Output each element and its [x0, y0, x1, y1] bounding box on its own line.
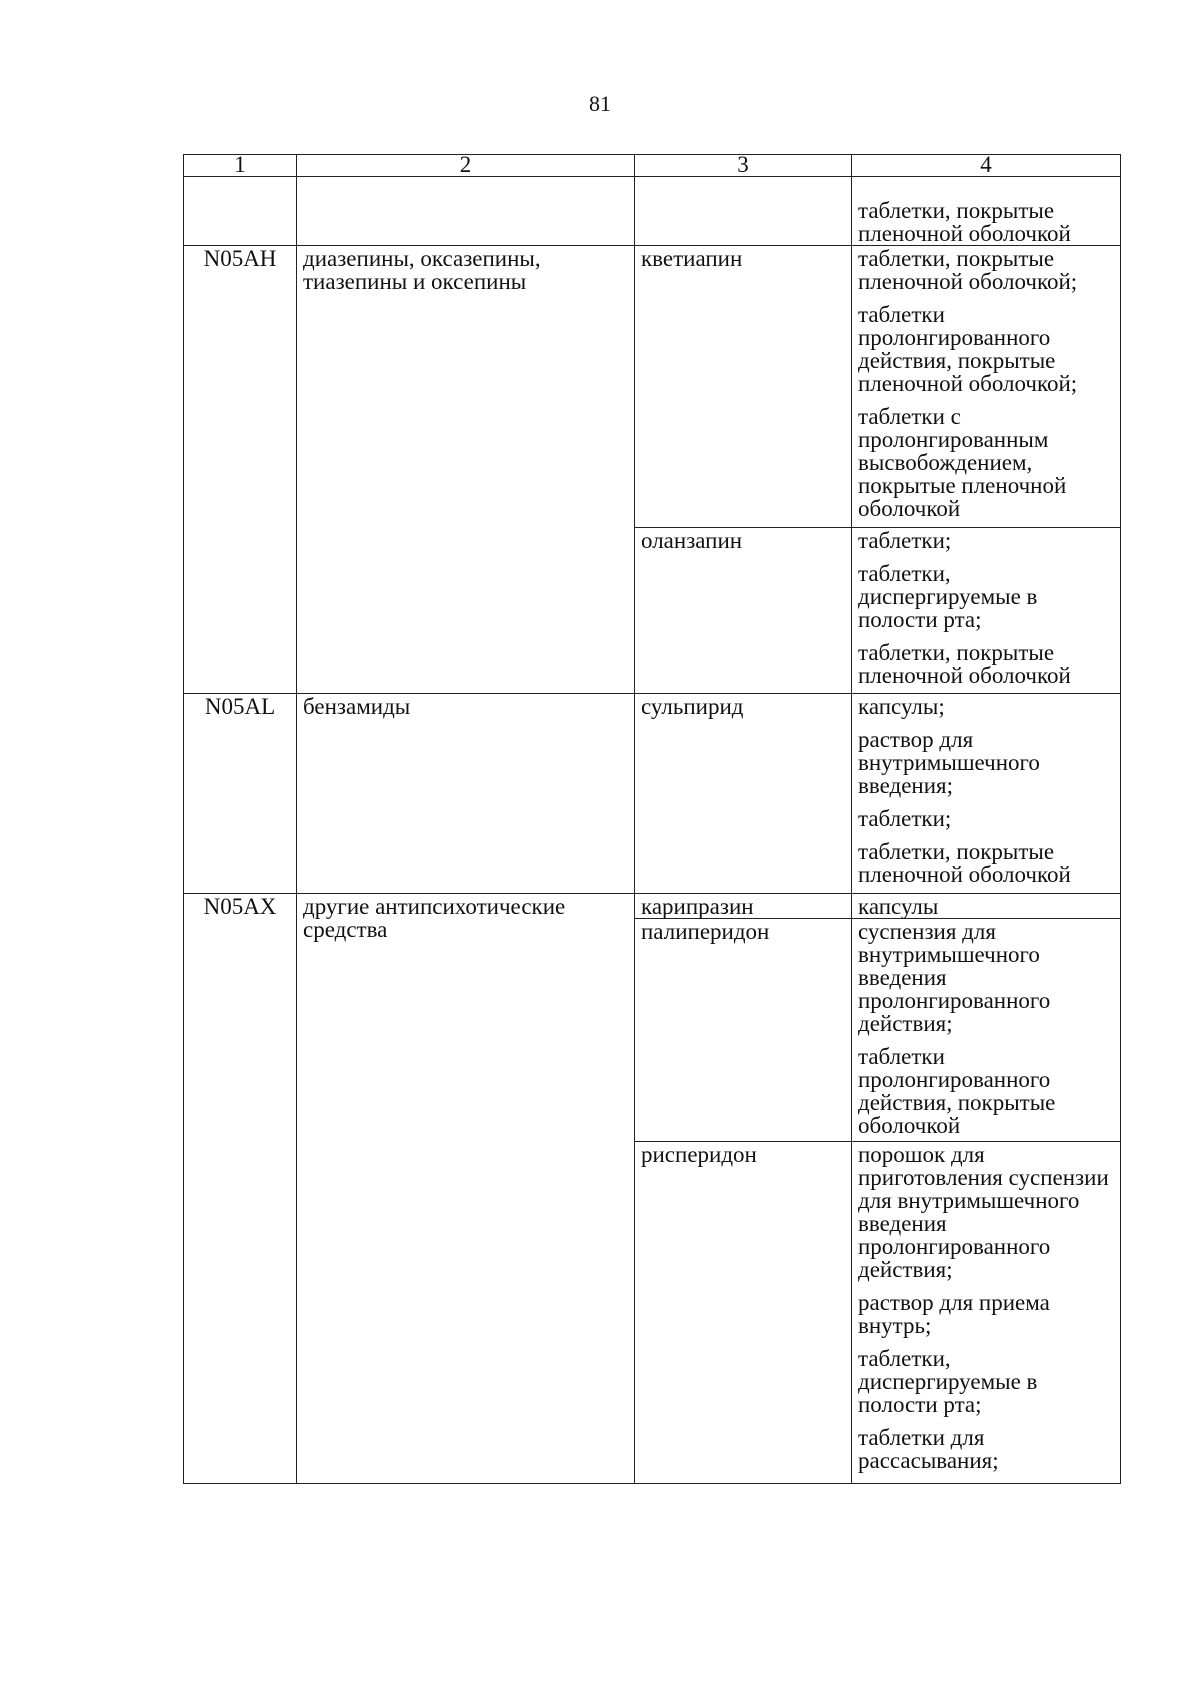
drug-name: палиперидон [635, 919, 852, 1142]
form-cell [852, 528, 1121, 694]
drug-cell [635, 177, 852, 246]
dosage-form: таблетки, покрытые пленочной оболочкой [858, 640, 1071, 688]
dosage-form: таблетки; [858, 528, 952, 553]
dosage-form: суспензия для внутримышечного введения пролонгированного действия; [858, 919, 1051, 1036]
dosage-form: таблетки, покрытые пленочной оболочкой; [858, 246, 1078, 294]
dosage-form: капсулы [858, 894, 939, 919]
drug-name: сульпирид [635, 694, 852, 894]
dosage-form: таблетки, диспергируемые в полости рта; [858, 1346, 1038, 1417]
drug-name: карипразин [635, 894, 852, 919]
table-header-row [184, 155, 1121, 177]
form-cell [852, 919, 1121, 1142]
drug-name: кветиапин [635, 246, 852, 528]
atc-code: N05AH [184, 246, 297, 694]
dosage-form: таблетки, покрытые пленочной оболочкой [858, 198, 1071, 246]
form-cell [852, 694, 1121, 894]
column-header: 1 [184, 155, 297, 177]
dosage-form: раствор для внутримышечного введения; [858, 727, 1040, 798]
atc-code: N05AL [184, 694, 297, 894]
atc-code: N05AX [184, 894, 297, 1484]
dosage-form: таблетки пролонгированного действия, покрытые пленочной оболочкой; [858, 302, 1078, 396]
page-number: 81 [589, 91, 611, 116]
code-cell [184, 177, 297, 246]
group-name: бензамиды [297, 694, 635, 894]
group-name: другие антипсихотические средства [297, 894, 635, 1484]
table-row [184, 894, 1121, 919]
table-row [184, 177, 1121, 246]
column-header: 3 [635, 155, 852, 177]
form-cell [852, 177, 1121, 246]
dosage-form: раствор для приема внутрь; [858, 1290, 1050, 1338]
dosage-form: таблетки, диспергируемые в полости рта; [858, 561, 1038, 632]
table-row [184, 694, 1121, 894]
dosage-form: таблетки; [858, 806, 952, 831]
dosage-form: таблетки пролонгированного действия, покрытые оболочкой [858, 1044, 1056, 1138]
group-name: диазепины, оксазепины, тиазепины и оксепины [297, 246, 635, 694]
dosage-form: таблетки для рассасывания; [858, 1425, 999, 1473]
drug-name: оланзапин [635, 528, 852, 694]
dosage-form: таблетки с пролонгированным высвобождением, покрытые пленочной оболочкой [858, 404, 1067, 521]
table-row [184, 246, 1121, 528]
drug-table [183, 154, 1121, 1484]
column-header: 4 [852, 155, 1121, 177]
form-cell [852, 894, 1121, 919]
form-cell [852, 246, 1121, 528]
drug-name: рисперидон [635, 1142, 852, 1484]
group-cell [297, 177, 635, 246]
dosage-form: капсулы; [858, 694, 945, 719]
dosage-form: порошок для приготовления суспензии для внутримышечного введения пролонгированного действия; [858, 1142, 1109, 1282]
column-header: 2 [297, 155, 635, 177]
form-cell [852, 1142, 1121, 1484]
dosage-form: таблетки, покрытые пленочной оболочкой [858, 839, 1071, 887]
